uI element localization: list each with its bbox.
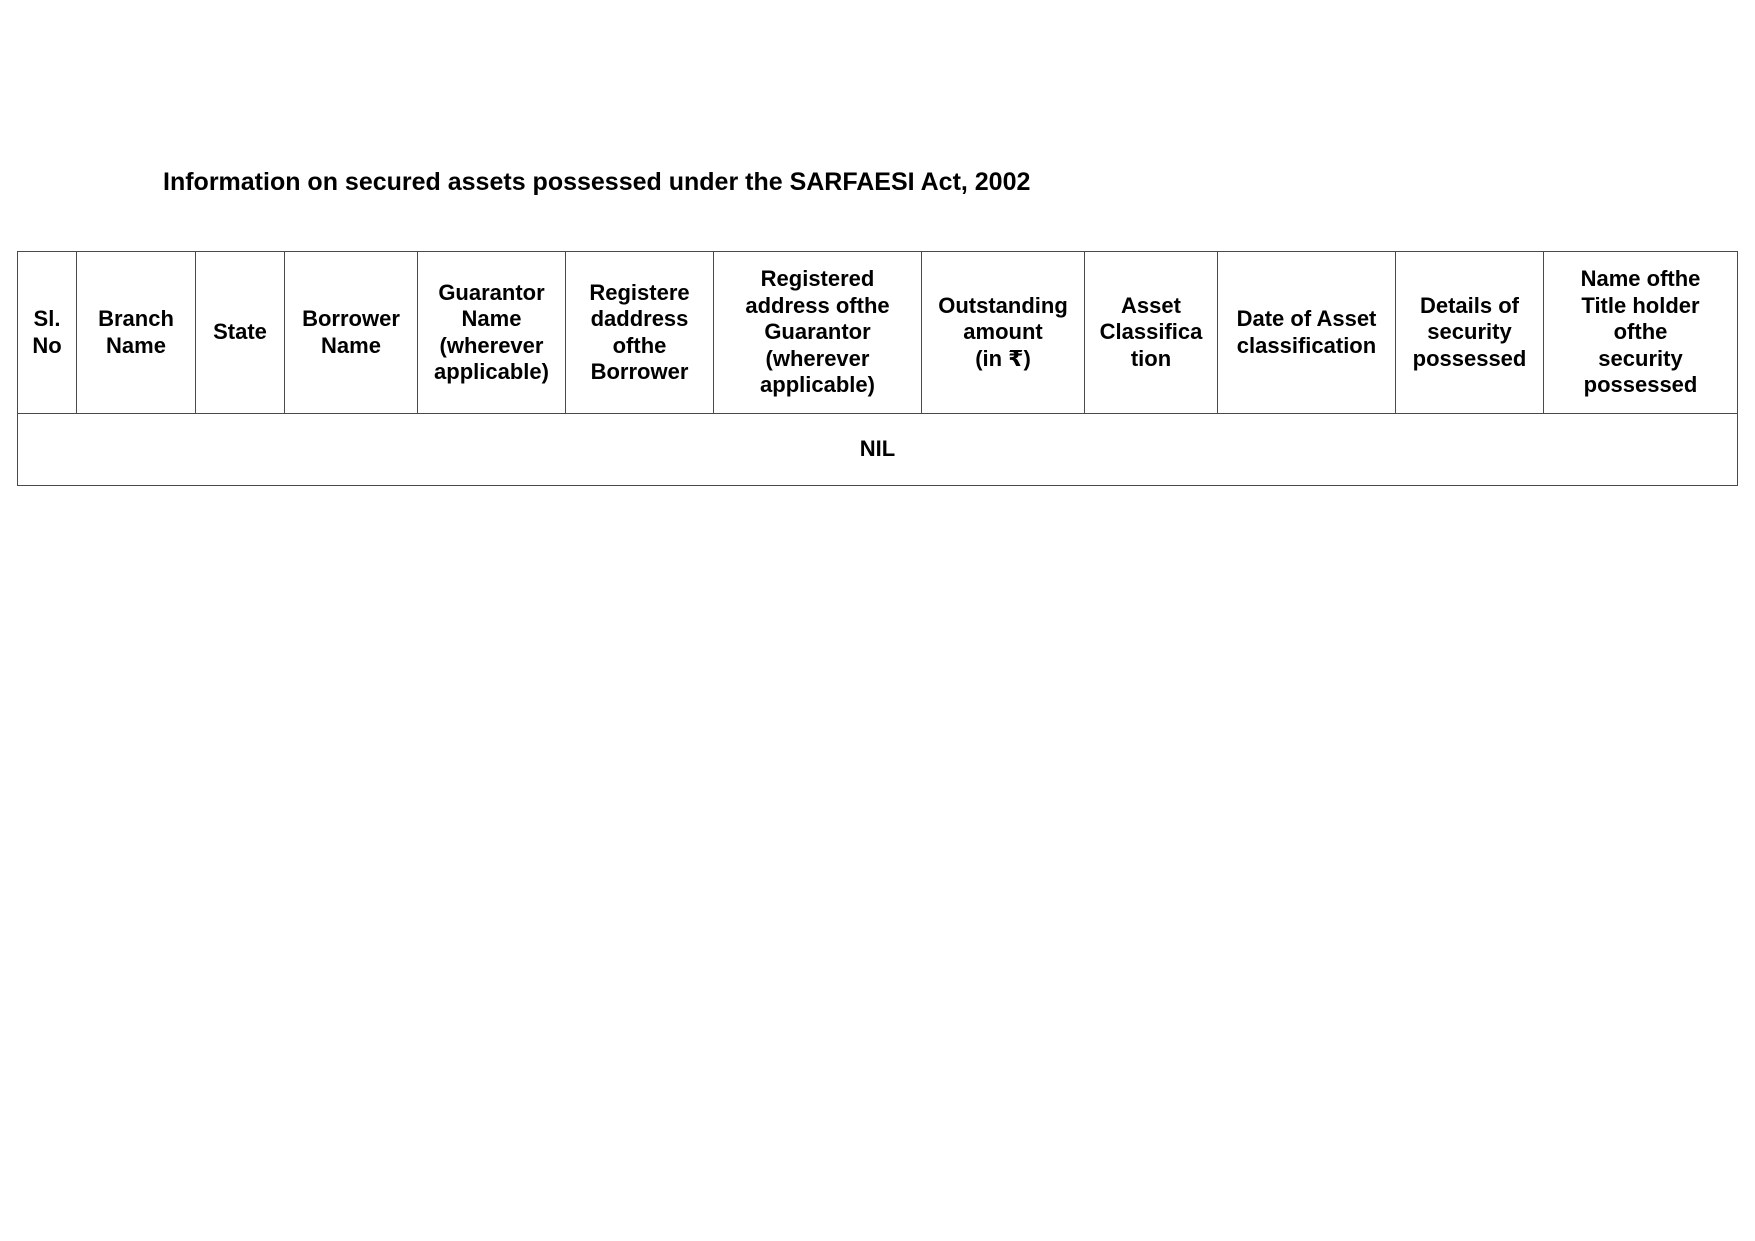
document-title: Information on secured assets possessed under the SARFAESI Act, 2002 xyxy=(163,168,1031,196)
secured-assets-table xyxy=(17,251,1738,486)
header-security-details: Details of security possessed xyxy=(1396,252,1544,414)
header-sl-no: Sl. No xyxy=(18,252,77,414)
table-header-row xyxy=(18,252,1738,414)
header-asset-classification: Asset Classifica tion xyxy=(1085,252,1218,414)
header-guarantor-name: Guarantor Name (wherever applicable) xyxy=(418,252,566,414)
header-state: State xyxy=(196,252,285,414)
header-branch-name: Branch Name xyxy=(77,252,196,414)
header-title-holder: Name ofthe Title holder ofthe security possessed xyxy=(1544,252,1738,414)
header-classification-date: Date of Asset classification xyxy=(1218,252,1396,414)
header-guarantor-address: Registered address ofthe Guarantor (wherever applicable) xyxy=(714,252,922,414)
header-outstanding-amount: Outstanding amount (in ₹) xyxy=(922,252,1085,414)
header-borrower-name: Borrower Name xyxy=(285,252,418,414)
header-borrower-address: Registere daddress ofthe Borrower xyxy=(566,252,714,414)
table-row xyxy=(18,414,1738,486)
nil-cell: NIL xyxy=(18,414,1738,486)
